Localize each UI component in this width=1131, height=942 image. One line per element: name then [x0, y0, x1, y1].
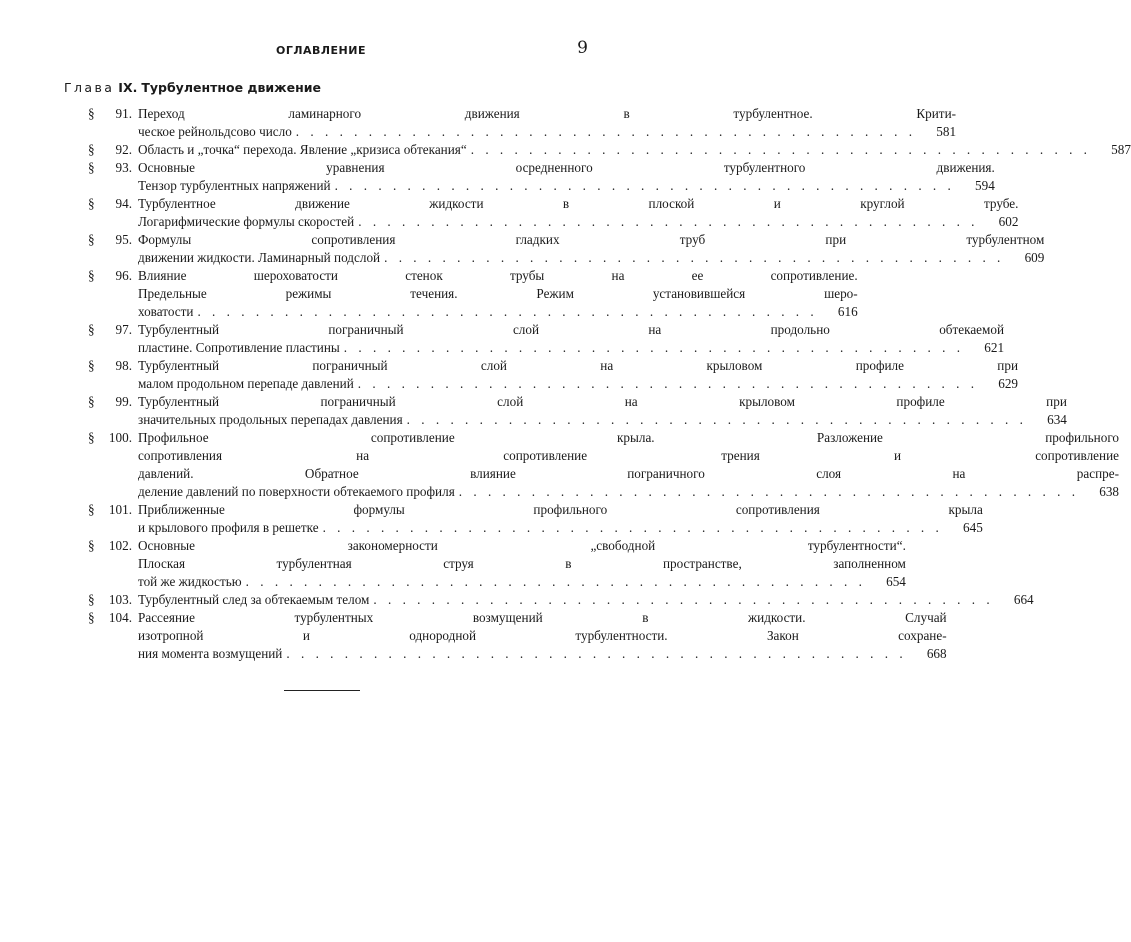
section-number: 102.	[108, 538, 132, 553]
dot-leader: . . . . . . . . . . . . . . . . . . . . . . . . . . . . . . . . . . . . . . . . . . .	[197, 304, 818, 319]
section-page: 668	[926, 646, 947, 661]
dot-leader: . . . . . . . . . . . . . . . . . . . . . . . . . . . . . . . . . . . . . . . . . . .	[373, 592, 994, 607]
section-title-text: ховатости	[138, 304, 194, 319]
section-title-text: движении жидкости. Ламинарный подслой	[138, 250, 381, 265]
section-title-line	[138, 645, 947, 663]
section-mark: §	[88, 430, 95, 445]
toc-entry	[88, 393, 1067, 429]
section-page: 602	[998, 214, 1019, 229]
section-title-text: значительных продольных перепадах давления	[138, 412, 403, 427]
section-title-line	[138, 105, 956, 123]
dot-leader: . . . . . . . . . . . . . . . . . . . . . . . . . . . . . . . . . . . . . . . . . . .	[334, 178, 955, 193]
section-page: 616	[837, 304, 858, 319]
dot-leader: . . . . . . . . . . . . . . . . . . . . . . . . . . . . . . . . . . . . . . . . . . .	[286, 646, 907, 661]
section-title-line	[138, 159, 995, 177]
section-title	[138, 195, 1018, 231]
section-number: 100.	[108, 430, 132, 445]
section-number: 98.	[115, 358, 132, 373]
section-title-line	[138, 591, 1034, 609]
page-number: 9	[577, 38, 588, 58]
chapter-prefix: Глава	[64, 80, 115, 95]
section-title	[138, 267, 858, 321]
section-page: 587	[1111, 142, 1131, 157]
section-mark: §	[88, 358, 95, 373]
section-title-line	[138, 447, 1119, 465]
section-page: 638	[1099, 484, 1119, 499]
toc-entry	[88, 195, 1019, 231]
section-number: 96.	[115, 268, 132, 283]
dot-leader: . . . . . . . . . . . . . . . . . . . . . . . . . . . . . . . . . . . . . . . . . . .	[357, 376, 979, 391]
section-title-line	[138, 213, 1018, 231]
section-title-line	[138, 177, 995, 195]
dot-leader: . . . . . . . . . . . . . . . . . . . . . . . . . . . . . . . . . . . . . . . . . . .	[245, 574, 866, 589]
toc-entry	[88, 591, 1034, 609]
section-mark: §	[88, 142, 95, 157]
section-mark: §	[88, 610, 95, 625]
end-rule	[284, 690, 360, 691]
section-title	[138, 159, 995, 195]
section-title-text: Основные уравнения осредненного турбулентного движения.	[138, 160, 995, 175]
section-number: 92.	[115, 142, 132, 157]
section-title-text: Турбулентное движение жидкости в плоской и круглой трубе.	[138, 196, 1019, 211]
section-mark: §	[88, 160, 95, 175]
section-title	[138, 609, 947, 663]
section-title-line	[138, 231, 1044, 249]
section-page: 609	[1024, 250, 1045, 265]
section-page: 634	[1047, 412, 1067, 427]
section-title	[138, 429, 1119, 501]
section-title-text: Предельные режимы течения. Режим установившейся шеро-	[138, 286, 858, 301]
section-title-line	[138, 465, 1119, 483]
section-title	[138, 591, 1034, 609]
section-title	[138, 141, 1131, 159]
section-title-text: Логарифмические формулы скоростей	[138, 214, 355, 229]
section-mark: §	[88, 394, 95, 409]
dot-leader: . . . . . . . . . . . . . . . . . . . . . . . . . . . . . . . . . . . . . . . . . . .	[470, 142, 1091, 157]
section-title-text: и крылового профиля в решетке	[138, 520, 319, 535]
section-number: 99.	[115, 394, 132, 409]
section-title-text: Основные закономерности „свободной турбулентности“.	[138, 538, 906, 553]
dot-leader: . . . . . . . . . . . . . . . . . . . . . . . . . . . . . . . . . . . . . . . . . . .	[406, 412, 1027, 427]
toc-entry	[88, 105, 957, 141]
section-page: 654	[886, 574, 906, 589]
section-title-line	[138, 483, 1119, 501]
section-title	[138, 105, 956, 141]
chapter-title: Турбулентное движение	[141, 80, 321, 95]
section-title-text: Влияние шероховатости стенок трубы на ее сопротивление.	[138, 268, 858, 283]
toc-entry	[88, 429, 1119, 501]
section-page: 645	[963, 520, 983, 535]
section-title-text: Турбулентный пограничный слой на крыловом профиле при	[138, 358, 1019, 373]
toc-entry	[88, 231, 1045, 267]
section-mark: §	[88, 232, 95, 247]
section-title-text: сопротивления на сопротивление трения и сопротивление	[138, 448, 1119, 463]
section-number: 91.	[115, 106, 132, 121]
section-page: 664	[1013, 592, 1034, 607]
section-title-line	[138, 123, 956, 141]
toc-entry	[88, 141, 1131, 159]
section-page: 594	[975, 178, 995, 193]
toc-entry	[88, 267, 858, 321]
section-title	[138, 321, 1004, 357]
section-mark: §	[88, 592, 95, 607]
section-mark: §	[88, 196, 95, 211]
section-title-line	[138, 141, 1131, 159]
dot-leader: . . . . . . . . . . . . . . . . . . . . . . . . . . . . . . . . . . . . . . . . . . .	[384, 250, 1005, 265]
running-head: ОГЛАВЛЕНИЕ	[276, 44, 366, 57]
section-title-text: Рассеяние турбулентных возмущений в жидкости. Случай	[138, 610, 947, 625]
dot-leader: . . . . . . . . . . . . . . . . . . . . . . . . . . . . . . . . . . . . . . . . . . .	[458, 484, 1079, 499]
section-title-text: изотропной и однородной турбулентности. Закон сохране-	[138, 628, 947, 643]
section-title-line	[138, 267, 858, 285]
section-title-line	[138, 573, 906, 591]
section-title-line	[138, 429, 1119, 447]
dot-leader: . . . . . . . . . . . . . . . . . . . . . . . . . . . . . . . . . . . . . . . . . . .	[322, 520, 943, 535]
toc-entry	[88, 537, 906, 591]
section-title-text: Область и „точка“ перехода. Явление „кризиса обтекания“	[138, 142, 467, 157]
section-title-line	[138, 321, 1004, 339]
table-of-contents	[88, 105, 1131, 663]
section-title-text: той же жидкостью	[138, 574, 242, 589]
toc-entry	[88, 321, 1005, 357]
section-title-line	[138, 411, 1067, 429]
section-page: 581	[936, 124, 957, 139]
section-title-line	[138, 357, 1018, 375]
section-number: 101.	[108, 502, 132, 517]
section-mark: §	[88, 106, 95, 121]
section-mark: §	[88, 268, 95, 283]
section-number: 95.	[115, 232, 132, 247]
section-number: 104.	[108, 610, 132, 625]
section-title-line	[138, 609, 947, 627]
section-title-line	[138, 303, 858, 321]
section-title-line	[138, 501, 983, 519]
section-title-text: малом продольном перепаде давлений	[138, 376, 354, 391]
section-page: 629	[998, 376, 1019, 391]
section-title-line	[138, 339, 1004, 357]
section-mark: §	[88, 502, 95, 517]
section-title-line	[138, 537, 906, 555]
section-number: 94.	[115, 196, 132, 211]
section-title-line	[138, 519, 983, 537]
section-title	[138, 393, 1067, 429]
section-title-line	[138, 195, 1018, 213]
section-title	[138, 537, 906, 591]
section-title-text: Приближенные формулы профильного сопротивления крыла	[138, 502, 983, 517]
chapter-number: IX.	[118, 80, 138, 95]
section-title	[138, 501, 983, 537]
section-title-text: Плоская турбулентная струя в пространстве, заполненном	[138, 556, 906, 571]
section-title-text: пластине. Сопротивление пластины	[138, 340, 340, 355]
toc-entry	[88, 357, 1019, 393]
toc-entry	[88, 159, 995, 195]
section-title-text: Турбулентный пограничный слой на продольно обтекаемой	[138, 322, 1005, 337]
section-title-text: Профильное сопротивление крыла. Разложение профильного	[138, 430, 1119, 445]
section-title-line	[138, 249, 1044, 267]
section-page: 621	[984, 340, 1005, 355]
section-title-line	[138, 627, 947, 645]
section-title	[138, 231, 1044, 267]
section-title-text: Переход ламинарного движения в турбулентное. Крити-	[138, 106, 957, 121]
section-title-text: давлений. Обратное влияние пограничного слоя на распре-	[138, 466, 1119, 481]
section-title-text: Турбулентный след за обтекаемым телом	[138, 592, 370, 607]
section-number: 97.	[115, 322, 132, 337]
toc-entry	[88, 501, 983, 537]
dot-leader: . . . . . . . . . . . . . . . . . . . . . . . . . . . . . . . . . . . . . . . . . . .	[295, 124, 917, 139]
chapter-heading	[64, 80, 321, 95]
section-title-text: деление давлений по поверхности обтекаемого профиля	[138, 484, 455, 499]
section-title-line	[138, 375, 1018, 393]
dot-leader: . . . . . . . . . . . . . . . . . . . . . . . . . . . . . . . . . . . . . . . . . . .	[358, 214, 979, 229]
section-title-text: Тензор турбулентных напряжений	[138, 178, 331, 193]
section-title-text: Формулы сопротивления гладких труб при турбулентном	[138, 232, 1045, 247]
section-mark: §	[88, 538, 95, 553]
section-number: 103.	[108, 592, 132, 607]
section-title-line	[138, 285, 858, 303]
dot-leader: . . . . . . . . . . . . . . . . . . . . . . . . . . . . . . . . . . . . . . . . . . .	[343, 340, 965, 355]
section-mark: §	[88, 322, 95, 337]
section-title-line	[138, 555, 906, 573]
section-number: 93.	[115, 160, 132, 175]
section-title	[138, 357, 1018, 393]
section-title-line	[138, 393, 1067, 411]
section-title-text: ния момента возмущений	[138, 646, 283, 661]
toc-entry	[88, 609, 947, 663]
section-title-text: ческое рейнольдсово число	[138, 124, 292, 139]
section-title-text: Турбулентный пограничный слой на крыловом профиле при	[138, 394, 1067, 409]
